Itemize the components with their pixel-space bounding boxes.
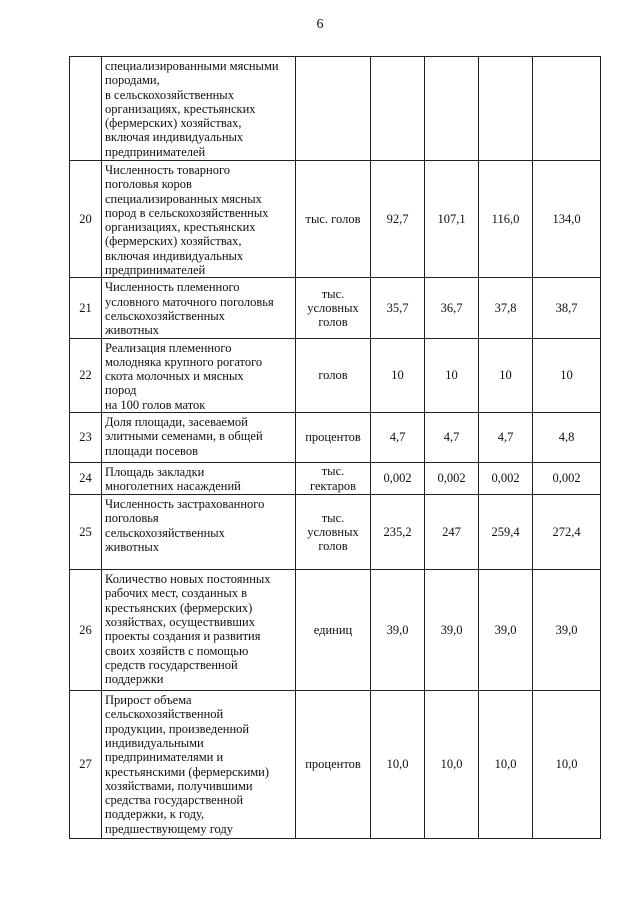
indicator-name-line: организациях, крестьянских — [105, 101, 256, 116]
value-cell: 92,7 — [371, 161, 425, 278]
value-cell: 0,002 — [425, 463, 479, 495]
indicator-name-cell — [102, 278, 296, 338]
unit-line: тыс. — [321, 286, 345, 301]
indicator-name-line: своих хозяйств с помощью — [105, 643, 249, 658]
value-cell: 37,8 — [479, 278, 533, 338]
indicator-name-line: предпринимателей — [105, 263, 206, 278]
indicator-name-cell — [102, 413, 296, 463]
unit-line: процентов — [305, 430, 361, 445]
value-cell: 38,7 — [533, 278, 601, 338]
indicator-name-line: специализированных мясных — [105, 191, 262, 206]
indicator-name-line: многолетних насаждений — [105, 479, 241, 494]
indicator-name-line: хозяйствах, осуществивших — [105, 614, 255, 629]
table-row — [70, 57, 601, 161]
unit-cell — [296, 278, 371, 338]
indicator-name-line: породами, — [105, 73, 160, 88]
indicator-name-line: скота молочных и мясных — [105, 369, 244, 384]
unit-cell — [296, 413, 371, 463]
unit-line: тыс. — [321, 510, 345, 525]
indicator-name-line: включая индивидуальных — [105, 130, 244, 145]
indicator-name-cell — [102, 57, 296, 161]
page-number: 6 — [316, 17, 324, 32]
value-cell: 4,7 — [479, 413, 533, 463]
indicator-name-line: включая индивидуальных — [105, 248, 244, 263]
indicator-name-line: крестьянскими (фермерскими) — [105, 764, 270, 779]
row-number-cell — [70, 57, 102, 161]
value-cell: 0,002 — [479, 463, 533, 495]
unit-cell — [296, 338, 371, 412]
indicator-name-line: Прирост объема — [105, 693, 192, 708]
indicator-name-line: (фермерских) хозяйствах, — [105, 234, 242, 249]
unit-line: условных — [307, 300, 359, 315]
indicator-name-line: Количество новых постоянных — [105, 572, 271, 587]
unit-line: голов — [318, 539, 348, 554]
indicator-name-line: предпринимателями и — [105, 750, 224, 765]
value-cell: 35,7 — [371, 278, 425, 338]
indicators-table — [69, 56, 601, 839]
value-cell: 10 — [533, 338, 601, 412]
indicator-name-line: молодняка крупного рогатого — [105, 354, 263, 369]
value-cell: 247 — [425, 495, 479, 570]
indicator-name-line: сельскохозяйственных — [105, 525, 225, 540]
indicator-name-line: площади посевов — [105, 443, 198, 458]
indicator-name-line: животных — [105, 323, 160, 338]
value-cell: 10 — [425, 338, 479, 412]
unit-cell — [296, 161, 371, 278]
row-number-cell: 22 — [70, 338, 102, 412]
row-number-cell: 20 — [70, 161, 102, 278]
value-cell: 4,7 — [371, 413, 425, 463]
unit-line: единиц — [313, 622, 353, 637]
indicator-name-cell — [102, 570, 296, 691]
unit-cell — [296, 495, 371, 570]
unit-line: условных — [307, 524, 359, 539]
indicator-name-line: Площадь закладки — [105, 465, 205, 480]
indicator-name-line: в сельскохозяйственных — [105, 87, 234, 102]
indicator-name-line: хозяйствами, получившими — [105, 778, 253, 793]
indicator-name-line: поддержки, к году, — [105, 807, 205, 822]
row-number-cell: 21 — [70, 278, 102, 338]
table-row — [70, 338, 601, 412]
row-number-cell: 27 — [70, 691, 102, 839]
unit-line: процентов — [305, 757, 361, 772]
indicator-name-line: Реализация племенного — [105, 340, 232, 355]
value-cell: 235,2 — [371, 495, 425, 570]
indicator-name-cell — [102, 495, 296, 570]
table-row — [70, 495, 601, 570]
value-cell: 107,1 — [425, 161, 479, 278]
indicator-name-line: (фермерских) хозяйствах, — [105, 116, 242, 131]
row-number-cell: 26 — [70, 570, 102, 691]
indicator-name-line: рабочих мест, созданных в — [105, 586, 247, 601]
row-number-cell: 23 — [70, 413, 102, 463]
unit-cell — [296, 463, 371, 495]
indicator-name-line: Доля площади, засеваемой — [105, 415, 248, 430]
row-number-cell: 24 — [70, 463, 102, 495]
indicator-name-line: средств государственной — [105, 657, 238, 672]
indicator-name-line: на 100 голов маток — [105, 397, 206, 412]
indicator-name-line: поддержки — [105, 672, 164, 687]
value-cell: 39,0 — [479, 570, 533, 691]
unit-cell — [296, 691, 371, 839]
value-cell: 259,4 — [479, 495, 533, 570]
unit-line: тыс. — [321, 464, 345, 479]
value-cell: 0,002 — [533, 463, 601, 495]
indicator-name-line: пород — [105, 383, 137, 398]
unit-line: тыс. голов — [305, 212, 361, 227]
indicator-name-line: индивидуальными — [105, 735, 204, 750]
table-row — [70, 278, 601, 338]
value-cell: 134,0 — [533, 161, 601, 278]
value-cell: 39,0 — [425, 570, 479, 691]
value-cell: 116,0 — [479, 161, 533, 278]
value-cell — [479, 57, 533, 161]
indicator-name-line: поголовья — [105, 511, 159, 526]
value-cell — [425, 57, 479, 161]
unit-cell — [296, 57, 371, 161]
indicator-name-line: элитными семенами, в общей — [105, 429, 263, 444]
value-cell: 4,7 — [425, 413, 479, 463]
value-cell: 10 — [371, 338, 425, 412]
value-cell: 39,0 — [371, 570, 425, 691]
table-row — [70, 570, 601, 691]
indicator-name-line: пород в сельскохозяйственных — [105, 205, 269, 220]
unit-line: гектаров — [310, 478, 356, 493]
unit-line: голов — [318, 368, 348, 383]
indicator-name-line: Численность застрахованного — [105, 497, 265, 512]
value-cell: 4,8 — [533, 413, 601, 463]
row-number-cell: 25 — [70, 495, 102, 570]
indicator-name-line: крестьянских (фермерских) — [105, 600, 253, 615]
table-row — [70, 691, 601, 839]
indicator-name-line: сельскохозяйственных — [105, 308, 225, 323]
unit-line: голов — [318, 315, 348, 330]
indicator-name-line: условного маточного поголовья — [105, 294, 274, 309]
indicator-name-line: средства государственной — [105, 793, 244, 808]
value-cell: 36,7 — [425, 278, 479, 338]
value-cell: 10,0 — [425, 691, 479, 839]
value-cell: 272,4 — [533, 495, 601, 570]
table-row — [70, 413, 601, 463]
value-cell: 10,0 — [479, 691, 533, 839]
value-cell: 10,0 — [371, 691, 425, 839]
indicator-name-line: проекты создания и развития — [105, 629, 261, 644]
indicator-name-line: предшествующему году — [105, 821, 234, 836]
unit-cell — [296, 570, 371, 691]
indicator-name-line: предпринимателей — [105, 144, 206, 159]
value-cell: 10 — [479, 338, 533, 412]
value-cell: 10,0 — [533, 691, 601, 839]
indicator-name-line: Численность товарного — [105, 163, 231, 177]
indicator-name-line: Численность племенного — [105, 280, 240, 295]
indicator-name-line: животных — [105, 539, 160, 554]
value-cell: 0,002 — [371, 463, 425, 495]
indicator-name-cell — [102, 691, 296, 839]
indicator-name-line: сельскохозяйственной — [105, 707, 224, 722]
indicator-name-line: продукции, произведенной — [105, 721, 250, 736]
indicator-name-line: поголовья коров — [105, 177, 192, 192]
value-cell — [371, 57, 425, 161]
indicator-name-line: организациях, крестьянских — [105, 220, 256, 235]
value-cell — [533, 57, 601, 161]
indicator-name-cell — [102, 463, 296, 495]
table-row — [70, 161, 601, 278]
indicator-name-line: специализированными мясными — [105, 59, 279, 73]
indicator-name-cell — [102, 338, 296, 412]
table-row — [70, 463, 601, 495]
value-cell: 39,0 — [533, 570, 601, 691]
indicator-name-cell — [102, 161, 296, 278]
indicators-table-body — [70, 57, 601, 839]
